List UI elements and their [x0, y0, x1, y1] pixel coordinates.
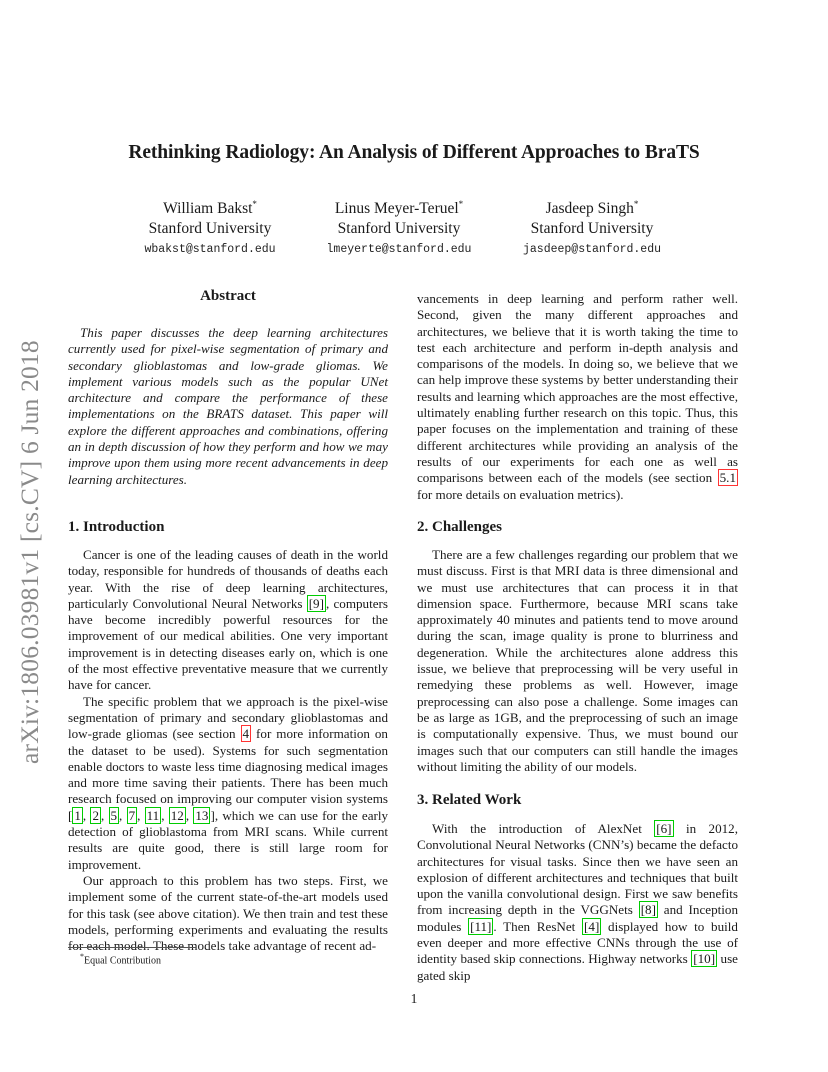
citation-link[interactable]: [9] [308, 595, 324, 611]
citation-link[interactable]: [11] [470, 918, 492, 934]
author-email[interactable]: jasdeep@stanford.edu [522, 243, 662, 257]
arxiv-stamp: arXiv:1806.03981v1 [cs.CV] 6 Jun 2018 [15, 340, 44, 764]
author-name: Jasdeep Singh* [545, 199, 639, 218]
intro-heading: 1. Introduction [68, 519, 165, 535]
intro-paragraph-1: Cancer is one of the leading causes of death in the world today, responsible for hundreds of thousands of deaths each year. With the rise of deep learning architectures, particularly Convolutional Neural Networks [9] , computers have become incredibly powerful resources for the improvement of our medical abilities. One very important improvement is in detecting diseases early on, which is one of the most effective preventative measure that we currently have for cancer. [68, 547, 389, 693]
author-email[interactable]: lmeyerte@stanford.edu [326, 243, 472, 257]
challenges-paragraph: There are a few challenges regarding our problem that we must discuss. First is that MRI data is three dimensional and we must use architectures that can process it in that dimension space. Furthermore, because MRI scans take approximately 40 minutes and patients tend to move around during the scan, image quality is prone to blurriness and degeneration. While the architectures alone address this issue, we believe that preprocessing will be very useful in remedying these problems as well. However, image preprocessing can also pose a challenge. Some images can be as large as 1GB, and the preprocessing of such an image is computationally expensive. Thus, we must bound our images such that our computers can still handle the images without limiting the ability of our models. [417, 547, 738, 774]
citation-link[interactable]: 1 [74, 807, 81, 823]
citation-link[interactable]: 12 [170, 807, 184, 823]
citation-link[interactable]: 5 [110, 807, 118, 823]
author-name: William Bakst* [163, 199, 257, 218]
author-name: Linus Meyer-Teruel* [334, 199, 464, 218]
citation-link[interactable]: 2 [92, 807, 99, 823]
author-block-2 [309, 194, 489, 260]
citation-link[interactable]: [10] [693, 951, 716, 967]
citation-link[interactable]: [8] [640, 902, 656, 918]
paper-title: Rethinking Radiology: An Analysis of Different Approaches to BraTS [128, 142, 700, 163]
author-block-1 [120, 194, 300, 260]
author-block-3 [500, 194, 684, 260]
footnote: *Equal Contribution [80, 952, 161, 967]
section-link[interactable]: 5.1 [719, 470, 736, 486]
intro-paragraph-3: Our approach to this problem has two steps. First, we implement some of the current state-of-the-art models used for this task (see above citation). We then train and test these models, performing experiments and evaluating the results for each model. These models take advantage of recent ad- [68, 872, 388, 954]
section-link[interactable]: 4 [242, 726, 250, 742]
author-affiliation: Stanford University [530, 220, 654, 238]
citation-link[interactable]: [4] [584, 918, 600, 934]
page-number: 1 [410, 991, 418, 1006]
author-email[interactable]: wbakst@stanford.edu [144, 243, 276, 257]
related-work-paragraph: With the introduction of AlexNet [6] in 2012, Convolutional Neural Networks (CNN’s) became the defacto architectures for visual tasks. Since then we have seen an explosion of different architectures and techniques that built upon the vanilla convolutional design. First we saw benefits from increasing depth in the VGGNets [8] and Inception modules [11] . Then ResNet [4] displayed how to build even deeper and more effective CNNs through the use of identity based skip connections. Highway networks [10] use gated skip [417, 821, 738, 983]
challenges-heading: 2. Challenges [417, 519, 503, 535]
citation-link[interactable]: [6] [656, 821, 672, 836]
intro-paragraph-2: The specific problem that we approach is the pixel-wise segmentation of primary and secondary glioblastomas and low-grade gliomas (see section 4 for more information on the dataset to be used). Systems for such segmentation enable doctors to waste less time diagnosing medical images and more time saving their patients. There has been much research focused on improving our computer vision systems [ 1 , 2 , 5 , 7 , 11 , 12 , 13 ], which we can use for the early detection of glioblastoma from MRI scans. While current results are quite good, there is still large room for improvement. [68, 693, 389, 872]
author-affiliation: Stanford University [337, 220, 461, 238]
abstract-heading: Abstract [200, 288, 256, 304]
citation-link[interactable]: 11 [146, 807, 160, 823]
footnote-rule [68, 947, 196, 948]
citation-link[interactable]: 7 [128, 807, 136, 823]
citation-link[interactable]: 13 [195, 807, 209, 823]
intro-body [68, 547, 388, 954]
intro-continued: vancements in deep learning and perform rather well. Second, given the many different approaches and architectures, we believe that it is worth taking the time to test each architecture and perform in-depth analysis and comparisons of the models. In doing so, we believe that we can help improve these systems by better understanding their results and learning which approaches are the most effective, ultimately enabling further research on this topic. Thus, this paper focuses on the implementation and training of these different architectures while providing an analysis of the results of our experiments for each one as well as comparisons between each of the models (see section 5.1 for more details on evaluation metrics). [417, 291, 738, 502]
related-work-body [417, 821, 738, 984]
related-work-heading: 3. Related Work [417, 792, 522, 808]
challenges-body [417, 547, 738, 775]
author-affiliation: Stanford University [148, 220, 272, 238]
abstract-text: This paper discusses the deep learning architectures currently used for pixel-wise segmentation of primary and secondary glioblastomas and low-grade gliomas. We implement various models such as the popular UNet architecture and compare the performance of these implementations on the BRATS dataset. This paper will explore the different approaches and combinations, offering an in depth discussion of how they perform and how we may improve upon them using more recent advancements in deep learning architectures. [68, 325, 388, 487]
